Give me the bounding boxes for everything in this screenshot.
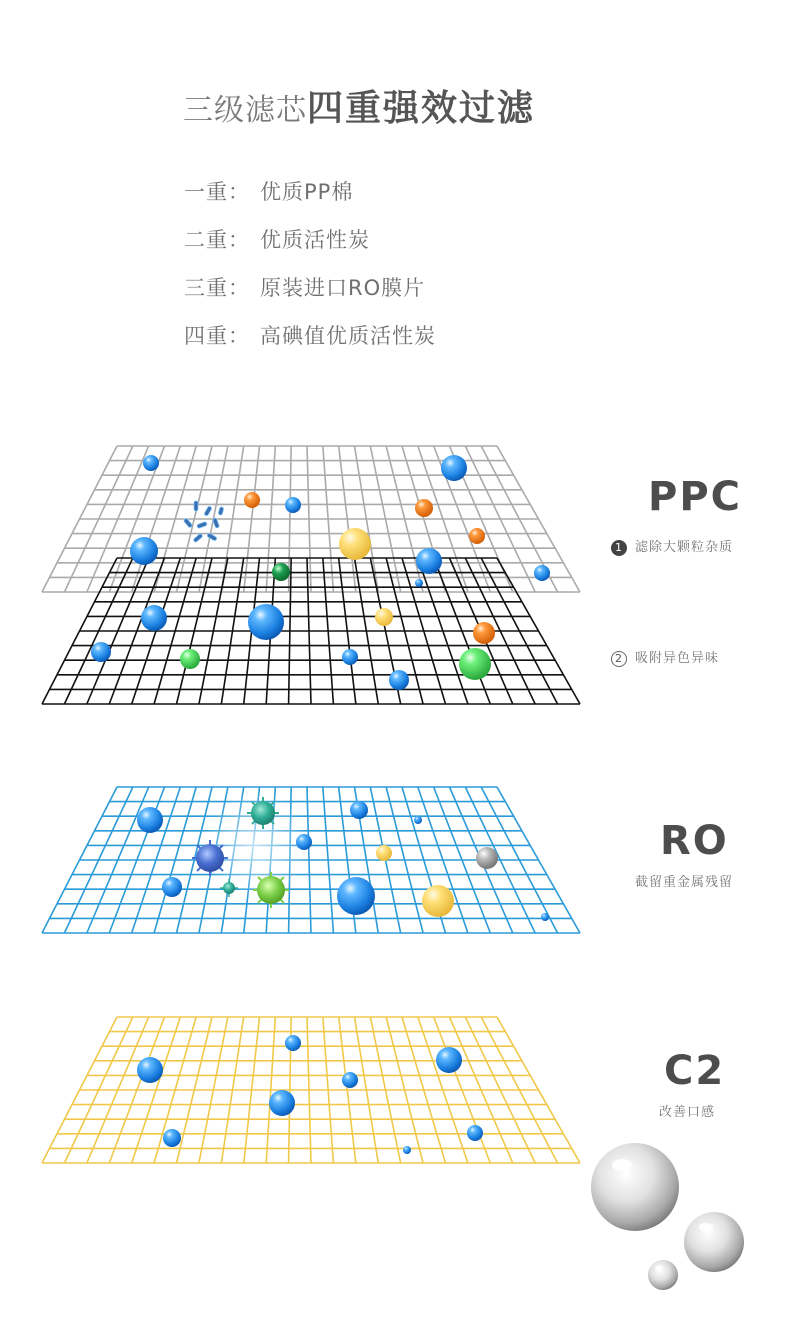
c2-grid	[42, 1017, 580, 1163]
feature-separator: ：	[228, 180, 250, 204]
ro-desc: 截留重金属残留	[635, 875, 734, 890]
blue-particle	[285, 497, 301, 513]
blue-particle	[342, 649, 358, 665]
orange-particle	[473, 622, 495, 644]
blue-particle	[141, 605, 167, 631]
c2-title: C2	[664, 1048, 726, 1094]
feature-separator: ：	[228, 276, 250, 300]
ro-particles	[137, 790, 549, 921]
orange-particle	[469, 528, 485, 544]
blue-particle	[248, 604, 284, 640]
blue-particle	[436, 1047, 462, 1073]
orange-particle	[415, 499, 433, 517]
blue-particle	[534, 565, 550, 581]
feature-label: 一重	[184, 180, 228, 204]
feature-label: 二重	[184, 228, 228, 252]
number-badge-1: 1	[611, 540, 627, 556]
feature-label: 三重	[184, 276, 228, 300]
yellow-particle	[422, 885, 454, 917]
title-light: 三级滤芯	[183, 93, 307, 128]
ppc-grid	[42, 446, 580, 592]
feature-value: 高碘值优质活性炭	[260, 324, 436, 348]
blue-particle	[342, 1072, 358, 1088]
ppc-desc-1	[611, 536, 733, 556]
virus-icon	[192, 840, 228, 876]
ro-title: RO	[660, 818, 729, 864]
feature-separator: ：	[228, 228, 250, 252]
feature-value: 原装进口RO膜片	[260, 276, 426, 300]
blue-particle	[137, 807, 163, 833]
blue-particle	[296, 834, 312, 850]
c2-desc: 改善口感	[659, 1105, 716, 1120]
ppc-title: PPC	[648, 474, 742, 520]
number-badge-2: 2	[611, 651, 627, 667]
blue-particle	[416, 548, 442, 574]
ppc-desc-2	[611, 647, 719, 667]
blue-particle	[163, 1129, 181, 1147]
title-bold: 四重强效过滤	[307, 88, 536, 129]
yellow-particle	[376, 845, 392, 861]
ro-grid	[42, 787, 580, 933]
blue-particle	[269, 1090, 295, 1116]
orange-particle	[244, 492, 260, 508]
water-droplets-icon	[591, 1143, 744, 1290]
green-particle	[459, 648, 491, 680]
blue-particle	[467, 1125, 483, 1141]
feature-separator: ：	[228, 324, 250, 348]
blue-particle	[162, 877, 182, 897]
feature-label: 四重	[184, 324, 228, 348]
blue-particle	[441, 455, 467, 481]
blue-particle	[403, 1146, 411, 1154]
blue-particle	[337, 877, 375, 915]
blue-particle	[415, 579, 423, 587]
ppc-desc-1-text: 滤除大颗粒杂质	[635, 540, 734, 555]
yellow-particle	[339, 528, 371, 560]
blue-particle	[285, 1035, 301, 1051]
blue-particle	[130, 537, 158, 565]
gray-particle	[476, 847, 498, 869]
blue-particle	[350, 801, 368, 819]
dark-green-particle	[272, 563, 290, 581]
virus-icon	[253, 872, 289, 908]
green-particle	[180, 649, 200, 669]
blue-particle	[414, 816, 422, 824]
feature-value: 优质PP棉	[260, 180, 354, 204]
blue-particle	[91, 642, 111, 662]
yellow-particle	[375, 608, 393, 626]
feature-value: 优质活性炭	[260, 228, 370, 252]
blue-particle	[137, 1057, 163, 1083]
ppc-desc-2-text: 吸附异色异味	[635, 651, 720, 666]
blue-particle	[541, 913, 549, 921]
blue-particle	[143, 455, 159, 471]
blue-particle	[389, 670, 409, 690]
